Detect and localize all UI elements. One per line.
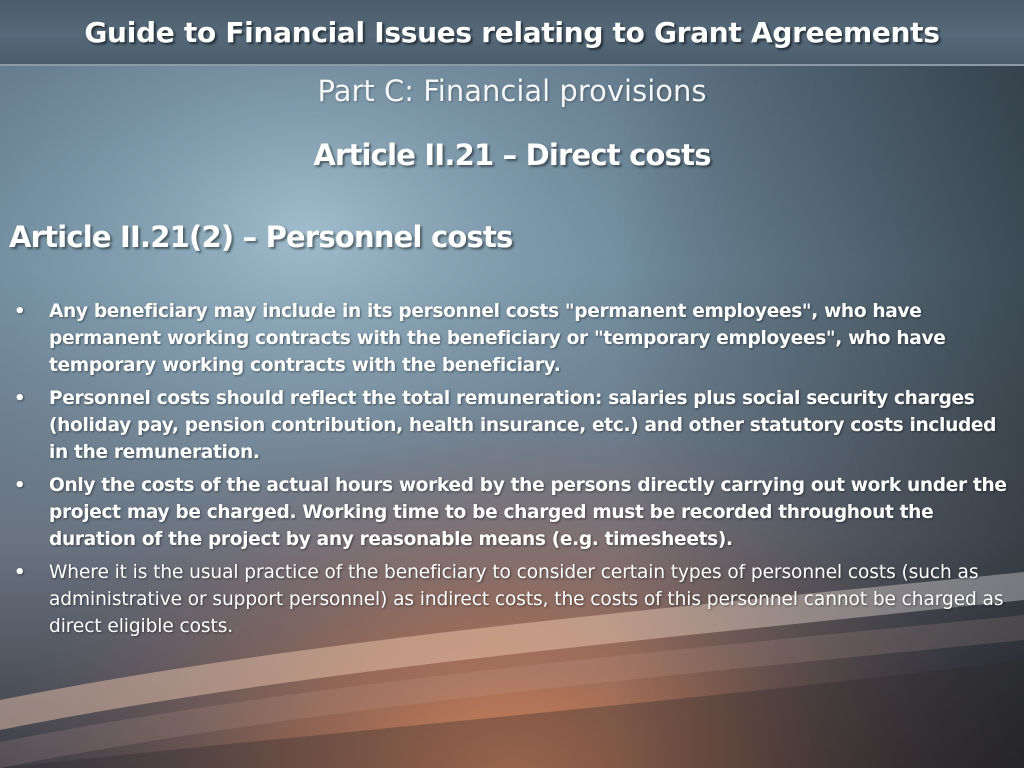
bullet-icon: • (14, 301, 26, 322)
bullet-item (0, 472, 1024, 553)
bullet-text: Where it is the usual practice of the beneficiary to consider certain types of personnel costs (such as administrative or support personnel) as indirect costs, the costs of this personnel cannot be charged as direct eligible costs. (49, 562, 1004, 637)
bullet-item (0, 559, 1024, 640)
bullet-list (0, 298, 1024, 646)
title-bar (0, 0, 1024, 66)
bullet-text: Any beneficiary may include in its personnel costs "permanent employees", who have permanent working contracts with the beneficiary or "temporary employees", who have temporary working contracts with the beneficiary. (49, 301, 946, 376)
part-heading: Part C: Financial provisions (317, 74, 707, 108)
slide-content (0, 66, 1024, 768)
bullet-icon: • (14, 388, 26, 409)
bullet-text: Only the costs of the actual hours worked by the persons directly carrying out work under the project may be charged. Working time to be charged must be recorded throughout the duration of the project by any reasonable means (e.g. timesheets). (49, 475, 1007, 550)
bullet-icon: • (14, 475, 26, 496)
slide-title: Guide to Financial Issues relating to Grant Agreements (84, 16, 940, 49)
article-heading: Article II.21 – Direct costs (313, 138, 711, 172)
bullet-item (0, 385, 1024, 466)
bullet-item (0, 298, 1024, 379)
bullet-icon: • (14, 562, 26, 583)
sub-heading: Article II.21(2) – Personnel costs (9, 220, 513, 254)
bullet-text: Personnel costs should reflect the total remuneration: salaries plus social security charges (holiday pay, pension contribution, health insurance, etc.) and other statutory costs included in the remuneration. (49, 388, 997, 463)
